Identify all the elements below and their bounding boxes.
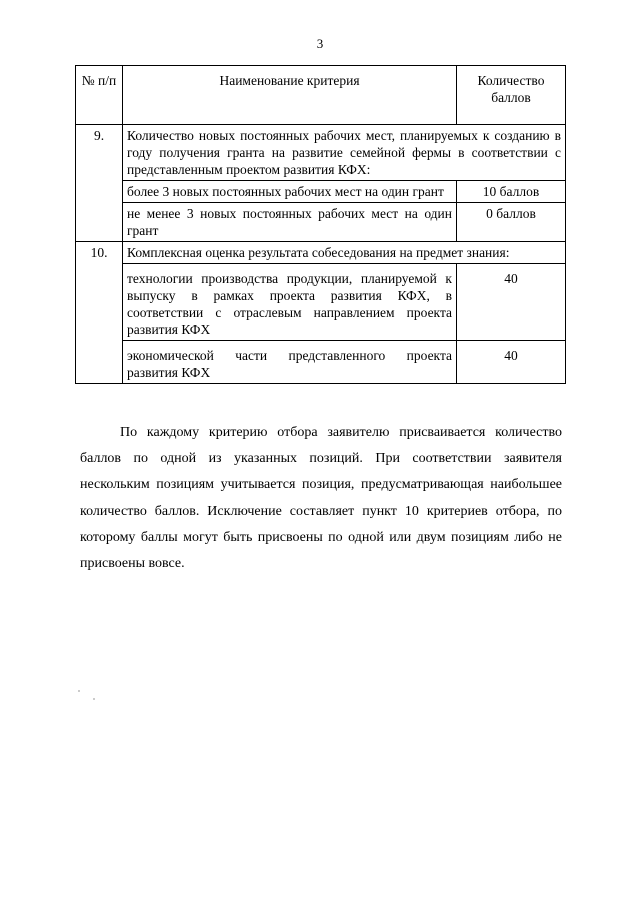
- header-name: Наименование критерия: [123, 66, 457, 125]
- criteria-table: [75, 65, 566, 384]
- criterion-score: 40: [457, 264, 566, 341]
- table-row: [76, 125, 566, 181]
- table-header-row: [76, 66, 566, 125]
- scan-speck: [93, 698, 95, 700]
- table-row: [76, 341, 566, 384]
- criterion-option: более 3 новых постоянных рабочих мест на один грант: [123, 181, 457, 203]
- table-row: [76, 181, 566, 203]
- table-row: [76, 203, 566, 242]
- criterion-option: технологии производства продукции, планируемой к выпуску в рамках проекта развития КФХ, в соответствии с отраслевым направлением проекта развития КФХ: [123, 264, 457, 341]
- row-number: 9.: [76, 125, 123, 242]
- criterion-score: 0 баллов: [457, 203, 566, 242]
- header-score: Количество баллов: [457, 66, 566, 125]
- table-row: [76, 242, 566, 264]
- criterion-title: Комплексная оценка результата собеседования на предмет знания:: [123, 242, 566, 264]
- criterion-title: Количество новых постоянных рабочих мест, планируемых к созданию в году получения гранта на развитие семейной фермы в соответствии с представленным проектом развития КФХ:: [123, 125, 566, 181]
- header-num: № п/п: [76, 66, 123, 125]
- scan-speck: [78, 690, 80, 692]
- criterion-option: не менее 3 новых постоянных рабочих мест на один грант: [123, 203, 457, 242]
- criterion-option: экономической части представленного проекта развития КФХ: [123, 341, 457, 384]
- table-row: [76, 264, 566, 341]
- criterion-score: 40: [457, 341, 566, 384]
- criterion-score: 10 баллов: [457, 181, 566, 203]
- row-number: 10.: [76, 242, 123, 384]
- body-paragraph: По каждому критерию отбора заявителю присваивается количество баллов по одной из указанных позиций. При соответствии заявителя нескольким позициям учитывается позиция, предусматривающая наибольшее количество баллов. Исключение составляет пункт 10 критериев отбора, по которому баллы могут быть присвоены по одной или двум позициям либо не присвоены вовсе.: [80, 425, 562, 572]
- page-number: 3: [316, 36, 324, 51]
